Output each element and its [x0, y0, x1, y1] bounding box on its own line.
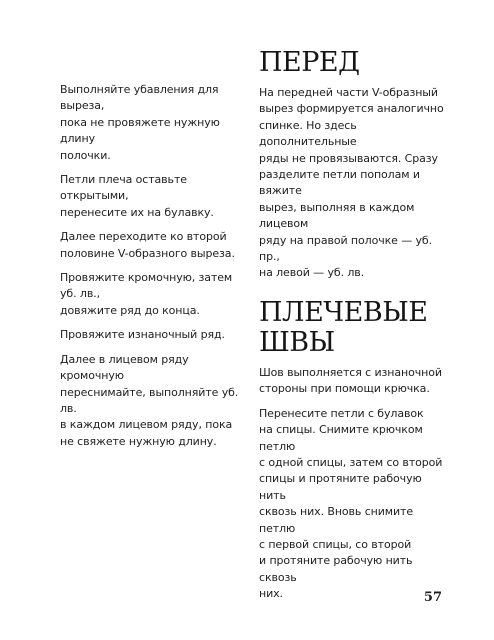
left-column — [60, 82, 246, 458]
section-heading-shoulder-seams: ПЛЕЧЕВЫЕ ШВЫ — [259, 296, 428, 358]
page-number: 57 — [423, 590, 442, 605]
left-paragraph-6: Далее в лицевом ряду кромочную переснимайте, выполняйте уб. лв. в каждом лицевом ряду, пока не свяжете нужную длину. — [60, 352, 239, 448]
shoulder-paragraph-2: Перенесите петли с булавок на спицы. Снимите крючком петлю с одной спицы, затем со второй спицы и протяните рабочую нить сквозь них. Вновь снимите петлю с первой спицы, со второй и протяните рабочую нить сквозь них. — [259, 406, 443, 601]
left-paragraph-5: Провяжите изнаночный ряд. — [60, 328, 225, 342]
left-paragraph-3: Далее переходите ко второй половине V-образного выреза. — [60, 230, 235, 260]
section-heading-pered: ПЕРЕД — [259, 47, 360, 78]
pered-paragraph: На передней части V-образный вырез формируется аналогично спинке. Но здесь дополнительные ряды не провязываются. Сразу разделите петли пополам и вяжите вырез, выполняя в каждом лицевом ряду на правой полочке — уб. пр., на левой — уб. лв. — [259, 86, 444, 280]
left-paragraph-4: Провяжите кромочную, затем уб. лв., довяжите ряд до конца. — [60, 271, 233, 317]
left-paragraph-1: Выполняйте убавления для выреза, пока не провяжете нужную длину полочки. — [60, 83, 220, 162]
shoulder-paragraph-1: Шов выполняется с изнаночной стороны при помощи крючка. — [259, 365, 442, 396]
left-paragraph-2: Петли плеча оставьте открытыми, перенесите их на булавку. — [60, 173, 214, 219]
right-column — [259, 48, 449, 611]
